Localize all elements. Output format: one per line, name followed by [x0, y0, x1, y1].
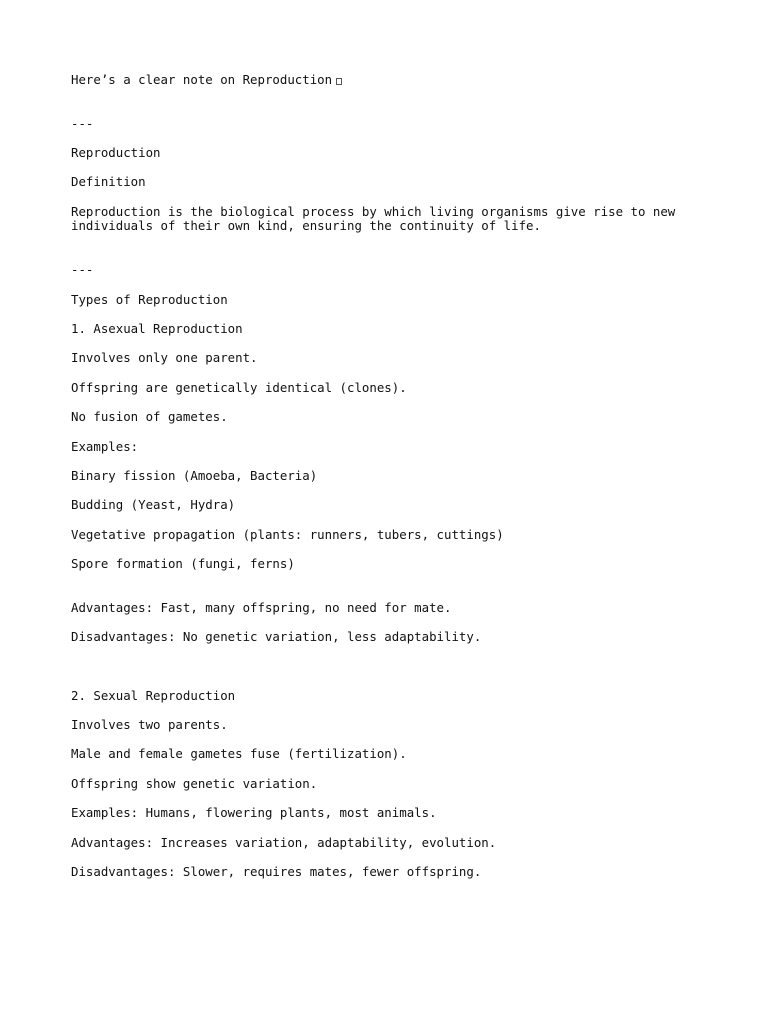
- asexual-disadvantages: Disadvantages: No genetic variation, less adaptability.: [71, 629, 482, 644]
- separator: ---: [71, 262, 94, 277]
- asexual-heading: 1. Asexual Reproduction: [71, 321, 243, 336]
- intro-text: Here’s a clear note on Reproduction: [71, 72, 333, 87]
- list-item: No fusion of gametes.: [71, 409, 228, 424]
- list-item: Vegetative propagation (plants: runners, tubers, cuttings): [71, 527, 504, 542]
- sexual-examples: Examples: Humans, flowering plants, most animals.: [71, 805, 437, 820]
- list-item: Offspring show genetic variation.: [71, 776, 318, 791]
- list-item: Binary fission (Amoeba, Bacteria): [71, 468, 318, 483]
- list-item: Male and female gametes fuse (fertilization).: [71, 746, 407, 761]
- list-item: Involves only one parent.: [71, 350, 258, 365]
- list-item: Involves two parents.: [71, 717, 228, 732]
- definition-text: Reproduction is the biological process by which living organisms give rise to new individuals of their own kind, ensuring the continuity of life.: [71, 204, 683, 233]
- sexual-disadvantages: Disadvantages: Slower, requires mates, fewer offspring.: [71, 864, 482, 879]
- asexual-advantages: Advantages: Fast, many offspring, no need for mate.: [71, 600, 452, 615]
- sparkle-icon: [336, 78, 342, 85]
- list-item: Budding (Yeast, Hydra): [71, 497, 236, 512]
- list-item: Offspring are genetically identical (clones).: [71, 380, 407, 395]
- sexual-heading: 2. Sexual Reproduction: [71, 688, 236, 703]
- types-heading: Types of Reproduction: [71, 292, 228, 307]
- intro-line: [71, 73, 711, 87]
- list-item: Spore formation (fungi, ferns): [71, 556, 295, 571]
- definition-heading: Definition: [71, 174, 146, 189]
- examples-label: Examples:: [71, 439, 139, 454]
- document-title: Reproduction: [71, 145, 161, 160]
- sexual-advantages: Advantages: Increases variation, adaptability, evolution.: [71, 835, 497, 850]
- separator: ---: [71, 116, 94, 131]
